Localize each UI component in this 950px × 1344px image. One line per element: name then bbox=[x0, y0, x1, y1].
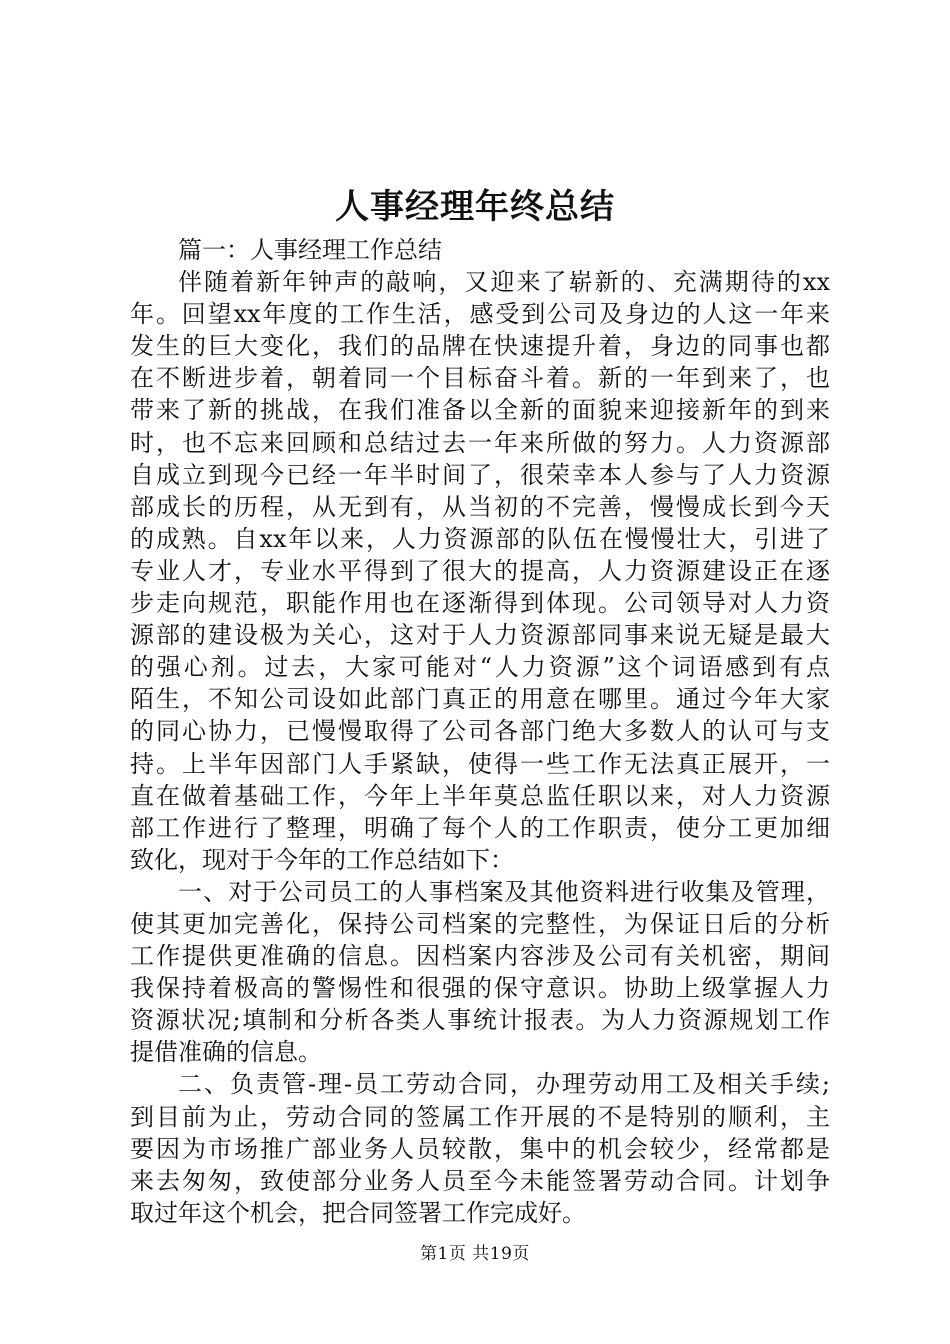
paragraph-line: 专业人才，专业水平得到了很大的提高，人力资源建设正在逐 bbox=[130, 556, 830, 585]
paragraph-line: 提借准确的信息。 bbox=[130, 1038, 322, 1067]
paragraph-line: 带来了新的挑战，在我们准备以全新的面貌来迎接新年的到来 bbox=[130, 396, 830, 425]
paragraph-line: 步走向规范，职能作用也在逐渐得到体现。公司领导对人力资 bbox=[130, 589, 830, 618]
paragraph-line: 源部的建设极为关心，这对于人力资源部同事来说无疑是最大 bbox=[130, 621, 830, 650]
paragraph-line: 工作提供更准确的信息。因档案内容涉及公司有关机密，期间 bbox=[130, 942, 830, 971]
paragraph-line: 伴随着新年钟声的敲响，又迎来了崭新的、充满期待的xx bbox=[178, 268, 830, 297]
paragraph-line: 年。回望xx年度的工作生活，感受到公司及身边的人这一年来 bbox=[130, 300, 830, 329]
paragraph-line: 的强心剂。过去，大家可能对“人力资源”这个词语感到有点 bbox=[130, 653, 830, 682]
paragraph-line: 的同心协力，已慢慢取得了公司各部门绝大多数人的认可与支 bbox=[130, 717, 830, 746]
paragraph-line: 到目前为止，劳动合同的签属工作开展的不是特别的顺利，主 bbox=[130, 1102, 830, 1131]
paragraph-line: 在不断进步着，朝着同一个目标奋斗着。新的一年到来了，也 bbox=[130, 364, 830, 393]
paragraph-line: 的成熟。自xx年以来，人力资源部的队伍在慢慢壮大，引进了 bbox=[130, 524, 830, 553]
paragraph-line: 来去匆匆，致使部分业务人员至今未能签署劳动合同。计划争 bbox=[130, 1166, 830, 1195]
page-number-footer: 第1页 共19页 bbox=[420, 1244, 530, 1264]
paragraph-line: 一、对于公司员工的人事档案及其他资料进行收集及管理， bbox=[178, 877, 830, 906]
paragraph-line: 发生的巨大变化，我们的品牌在快速提升着，身边的同事也都 bbox=[130, 332, 830, 361]
paragraph-line: 时，也不忘来回顾和总结过去一年来所做的努力。人力资源部 bbox=[130, 428, 830, 457]
paragraph-line: 持。上半年因部门人手紧缺，使得一些工作无法真正展开，一 bbox=[130, 749, 830, 778]
paragraph-line: 陌生，不知公司设如此部门真正的用意在哪里。通过今年大家 bbox=[130, 685, 830, 714]
paragraph-line: 二、负责管-理-员工劳动合同，办理劳动用工及相关手续; bbox=[178, 1070, 830, 1099]
paragraph-line: 自成立到现今已经一年半时间了，很荣幸本人参与了人力资源 bbox=[130, 460, 830, 489]
paragraph-line: 部工作进行了整理，明确了每个人的工作职责，使分工更加细 bbox=[130, 813, 830, 842]
paragraph-line: 要因为市场推广部业务人员较散，集中的机会较少，经常都是 bbox=[130, 1134, 830, 1163]
paragraph-line: 使其更加完善化，保持公司档案的完整性，为保证日后的分析 bbox=[130, 909, 830, 938]
paragraph-line: 直在做着基础工作，今年上半年莫总监任职以来，对人力资源 bbox=[130, 781, 830, 810]
document-body bbox=[130, 234, 830, 1229]
paragraph-line: 取过年这个机会，把合同签署工作完成好。 bbox=[130, 1198, 586, 1227]
paragraph-line: 部成长的历程，从无到有，从当初的不完善，慢慢成长到今天 bbox=[130, 492, 830, 521]
paragraph-line: 致化，现对于今年的工作总结如下： bbox=[130, 845, 514, 874]
paragraph-line: 我保持着极高的警惕性和很强的保守意识。协助上级掌握人力 bbox=[130, 974, 830, 1003]
section-heading: 篇一：人事经理工作总结 bbox=[178, 236, 442, 264]
document-title: 人事经理年终总结 bbox=[335, 187, 615, 227]
paragraph-line: 资源状况;填制和分析各类人事统计报表。为人力资源规划工作 bbox=[130, 1006, 830, 1035]
